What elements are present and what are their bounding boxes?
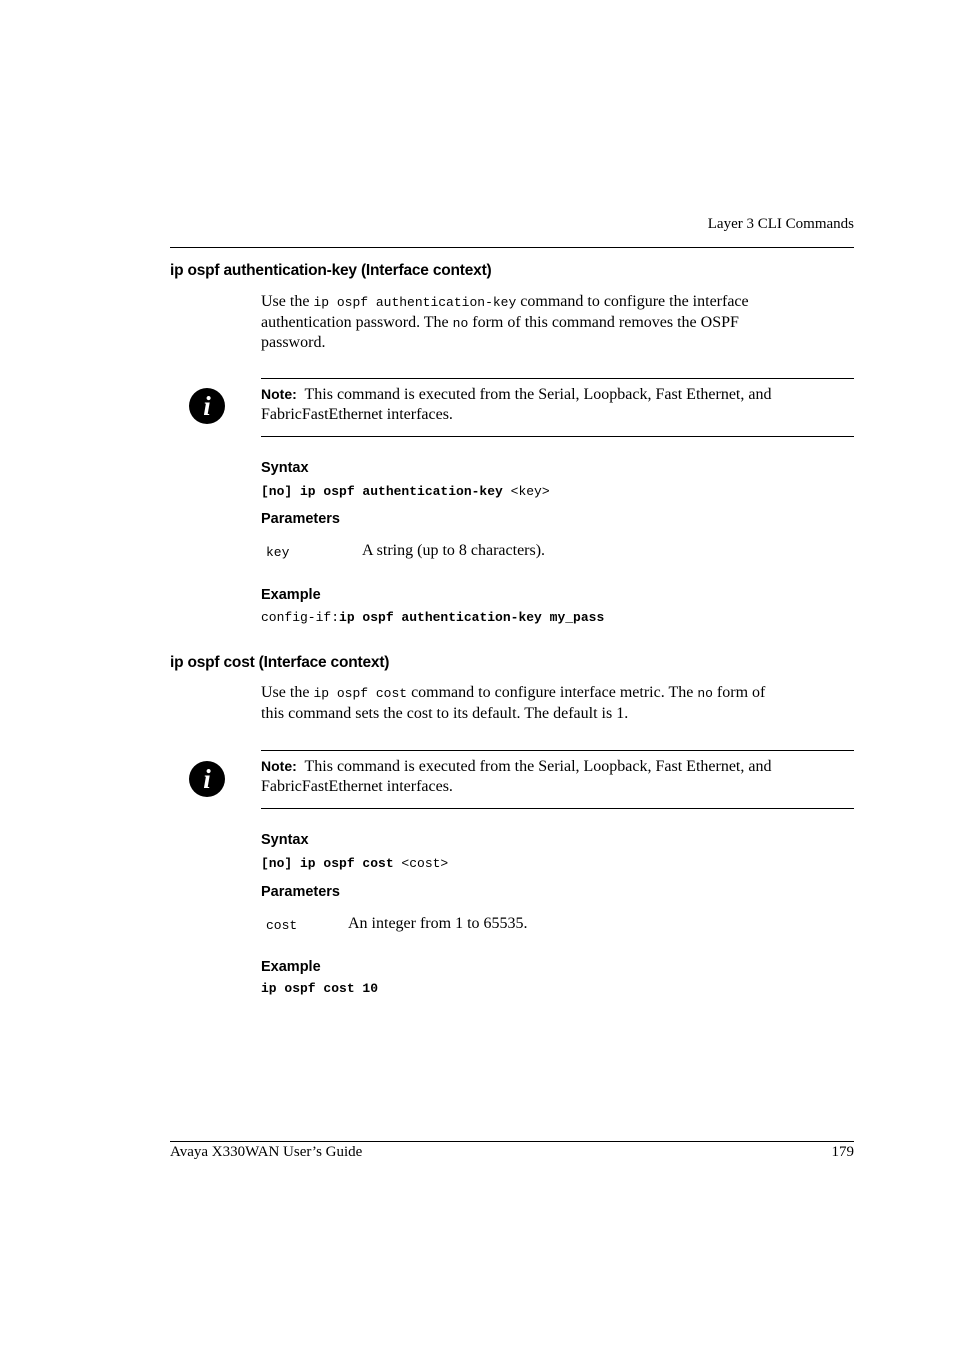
running-header: Layer 3 CLI Commands xyxy=(707,216,854,232)
page-number: 179 xyxy=(831,1144,854,1160)
note-bottom-rule xyxy=(261,436,854,437)
intro-command: ip ospf authentication-key xyxy=(313,295,517,310)
intro-text: form of this command removes the OSPF xyxy=(468,313,739,331)
intro-text: authentication password. The xyxy=(261,313,453,331)
intro-paragraph-auth-key xyxy=(261,292,851,353)
example-command: ip ospf authentication-key my_pass xyxy=(339,610,605,625)
intro-text: command to configure interface metric. The xyxy=(407,684,698,701)
info-icon: i xyxy=(189,388,225,424)
param-description: A string (up to 8 characters). xyxy=(362,542,546,559)
note-text: This command is executed from the Serial, Loopback, Fast Ethernet, and xyxy=(304,758,772,775)
syntax-heading: Syntax xyxy=(261,460,309,476)
example-heading: Example xyxy=(261,587,321,603)
note-text: This command is executed from the Serial, Loopback, Fast Ethernet, and xyxy=(304,386,772,403)
parameters-heading: Parameters xyxy=(261,884,340,900)
syntax-heading: Syntax xyxy=(261,832,309,848)
intro-no-keyword: no xyxy=(697,686,713,701)
intro-text: password. xyxy=(261,334,326,351)
syntax-argument: <key> xyxy=(502,484,550,499)
param-name: key xyxy=(266,545,290,560)
param-name: cost xyxy=(266,918,298,933)
note-cost xyxy=(261,757,851,796)
example-heading: Example xyxy=(261,959,321,975)
syntax-command: [no] ip ospf cost xyxy=(261,856,394,871)
example-prompt: config-if: xyxy=(261,610,340,625)
intro-text: form of xyxy=(712,684,766,701)
header-rule xyxy=(170,247,854,248)
section-title-auth-key: ip ospf authentication-key (Interface context) xyxy=(170,262,492,279)
intro-command: ip ospf cost xyxy=(313,686,408,701)
intro-text: Use the xyxy=(261,684,314,701)
syntax-command: [no] ip ospf authentication-key xyxy=(261,484,503,499)
footer-guide-title: Avaya X330WAN User’s Guide xyxy=(170,1144,363,1160)
intro-paragraph-cost xyxy=(261,683,851,723)
info-icon: i xyxy=(189,761,225,797)
note-text: FabricFastEthernet interfaces. xyxy=(261,777,453,795)
note-top-rule xyxy=(261,378,854,379)
syntax-line xyxy=(261,482,550,500)
syntax-argument: <cost> xyxy=(393,856,449,871)
note-auth-key xyxy=(261,385,851,424)
intro-text: command to configure the interface xyxy=(516,293,749,310)
parameters-heading: Parameters xyxy=(261,511,340,527)
syntax-line xyxy=(261,854,448,872)
section-title-cost: ip ospf cost (Interface context) xyxy=(170,654,390,671)
note-label: Note: xyxy=(261,386,297,402)
intro-no-keyword: no xyxy=(452,315,469,331)
note-text: FabricFastEthernet interfaces. xyxy=(261,405,453,423)
example-command: ip ospf cost 10 xyxy=(261,981,379,996)
footer-rule xyxy=(170,1141,854,1142)
param-description: An integer from 1 to 65535. xyxy=(348,915,528,932)
example-line xyxy=(261,608,604,626)
note-label: Note: xyxy=(261,758,297,774)
intro-text: this command sets the cost to its default. The default is 1. xyxy=(261,704,629,722)
note-bottom-rule xyxy=(261,808,854,809)
note-top-rule xyxy=(261,750,854,751)
intro-text: Use the xyxy=(261,293,314,310)
